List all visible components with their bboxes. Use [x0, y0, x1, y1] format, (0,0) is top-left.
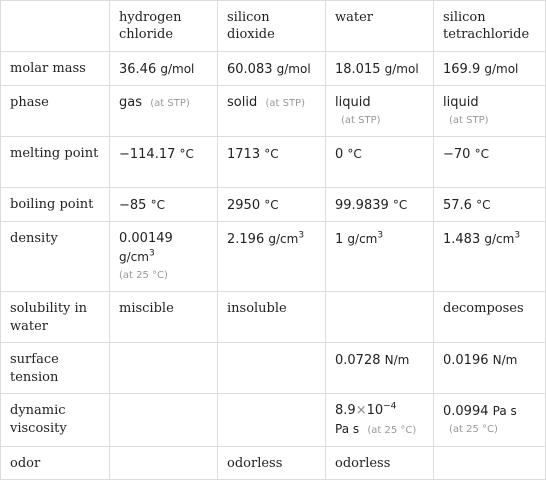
unit: °C — [476, 198, 491, 212]
unit: g/mol — [160, 62, 195, 76]
unit: °C — [474, 147, 489, 161]
value: −70 — [443, 147, 471, 162]
cell-sio2-melting-point — [218, 137, 326, 188]
cell-sio2-phase — [218, 86, 326, 137]
table-row — [1, 137, 546, 188]
cell-sio2-boiling-point — [218, 188, 326, 222]
value: 2.196 — [227, 232, 265, 247]
exponent: 3 — [377, 230, 384, 241]
table-row — [1, 447, 546, 480]
mantissa: 8.9 — [335, 403, 356, 418]
value: 0.0728 — [335, 353, 381, 368]
unit: g/mol — [484, 62, 519, 76]
cell-water-dynamic-viscosity — [326, 394, 434, 447]
value: 60.083 — [227, 62, 273, 77]
unit: °C — [392, 198, 408, 212]
cell-sicl4-density — [434, 222, 546, 292]
row-header-melting-point: melting point — [1, 137, 110, 188]
cell-sicl4-odor — [434, 447, 546, 480]
value: liquid — [443, 95, 479, 110]
condition: (at STP) — [449, 115, 489, 126]
unit: °C — [150, 198, 165, 212]
corner-cell — [1, 1, 110, 52]
row-header-solubility: solubility in water — [1, 292, 110, 343]
unit: g/mol — [276, 62, 311, 76]
cell-hcl-surface-tension — [110, 343, 218, 394]
value: 2950 — [227, 198, 261, 213]
cell-sio2-density — [218, 222, 326, 292]
cell-hcl-solubility: miscible — [110, 292, 218, 343]
exponent: −4 — [383, 401, 397, 412]
cell-hcl-molar-mass — [110, 52, 218, 86]
cell-sio2-molar-mass — [218, 52, 326, 86]
unit: g/cm — [119, 250, 149, 264]
cell-water-boiling-point — [326, 188, 434, 222]
cell-sio2-odor: odorless — [218, 447, 326, 480]
table-row — [1, 188, 546, 222]
condition: (at 25 °C) — [367, 425, 417, 436]
cell-hcl-boiling-point — [110, 188, 218, 222]
times-sign: × — [355, 403, 367, 418]
table-row — [1, 52, 546, 86]
row-header-dynamic-viscosity: dynamic viscosity — [1, 394, 110, 447]
condition: (at STP) — [341, 115, 381, 126]
unit: g/cm — [484, 232, 515, 246]
cell-water-molar-mass — [326, 52, 434, 86]
cell-water-melting-point — [326, 137, 434, 188]
condition: (at 25 °C) — [449, 424, 498, 435]
value: −114.17 — [119, 147, 176, 162]
unit: g/mol — [384, 62, 419, 76]
cell-hcl-phase — [110, 86, 218, 137]
exponent: 3 — [298, 230, 305, 241]
cell-water-odor: odorless — [326, 447, 434, 480]
cell-hcl-density — [110, 222, 218, 292]
table-row — [1, 86, 546, 137]
row-header-odor: odor — [1, 447, 110, 480]
unit: °C — [264, 147, 279, 161]
unit: g/cm — [347, 232, 378, 246]
table-row — [1, 394, 546, 447]
condition: (at STP) — [150, 98, 190, 109]
cell-sicl4-boiling-point — [434, 188, 546, 222]
exponent: 3 — [148, 248, 155, 259]
value: 57.6 — [443, 198, 472, 213]
cell-sicl4-surface-tension — [434, 343, 546, 394]
value: 18.015 — [335, 62, 381, 77]
unit: °C — [347, 147, 362, 161]
row-header-phase: phase — [1, 86, 110, 137]
unit: Pa s — [335, 422, 360, 436]
value: 36.46 — [119, 62, 157, 77]
exponent: 3 — [514, 230, 521, 241]
base: 10 — [366, 403, 384, 418]
value: gas — [119, 95, 142, 110]
column-header-hydrogen-chloride: hydrogen chloride — [110, 1, 218, 52]
row-header-boiling-point: boiling point — [1, 188, 110, 222]
unit: Pa s — [492, 404, 517, 418]
column-header-silicon-dioxide: silicon dioxide — [218, 1, 326, 52]
unit: g/cm — [268, 232, 299, 246]
value: 99.9839 — [335, 198, 389, 213]
value: −85 — [119, 198, 147, 213]
cell-water-phase — [326, 86, 434, 137]
value: 1713 — [227, 147, 261, 162]
cell-sio2-dynamic-viscosity — [218, 394, 326, 447]
cell-hcl-odor — [110, 447, 218, 480]
value: 169.9 — [443, 62, 481, 77]
cell-sicl4-melting-point — [434, 137, 546, 188]
column-header-water: water — [326, 1, 434, 52]
table-row — [1, 292, 546, 343]
cell-sio2-surface-tension — [218, 343, 326, 394]
value: liquid — [335, 95, 371, 110]
header-row — [1, 1, 546, 52]
cell-hcl-dynamic-viscosity — [110, 394, 218, 447]
value: solid — [227, 95, 258, 110]
cell-water-density — [326, 222, 434, 292]
cell-sio2-solubility: insoluble — [218, 292, 326, 343]
unit: N/m — [492, 353, 518, 367]
unit: °C — [179, 147, 194, 161]
value: 0 — [335, 147, 344, 162]
cell-sicl4-dynamic-viscosity — [434, 394, 546, 447]
table-row — [1, 222, 546, 292]
column-header-silicon-tetrachloride: silicon tetrachloride — [434, 1, 546, 52]
value: 1.483 — [443, 232, 481, 247]
value: 0.0994 — [443, 404, 489, 419]
row-header-density: density — [1, 222, 110, 292]
row-header-surface-tension: surface tension — [1, 343, 110, 394]
condition: (at 25 °C) — [119, 270, 168, 281]
cell-hcl-melting-point — [110, 137, 218, 188]
cell-sicl4-molar-mass — [434, 52, 546, 86]
cell-water-solubility — [326, 292, 434, 343]
row-header-molar-mass: molar mass — [1, 52, 110, 86]
unit: °C — [264, 198, 279, 212]
cell-water-surface-tension — [326, 343, 434, 394]
condition: (at STP) — [265, 98, 305, 109]
unit: N/m — [384, 353, 410, 367]
cell-sicl4-solubility: decomposes — [434, 292, 546, 343]
cell-sicl4-phase — [434, 86, 546, 137]
value: 0.00149 — [119, 231, 173, 246]
table-row — [1, 343, 546, 394]
value: 0.0196 — [443, 353, 489, 368]
value: 1 — [335, 232, 344, 247]
